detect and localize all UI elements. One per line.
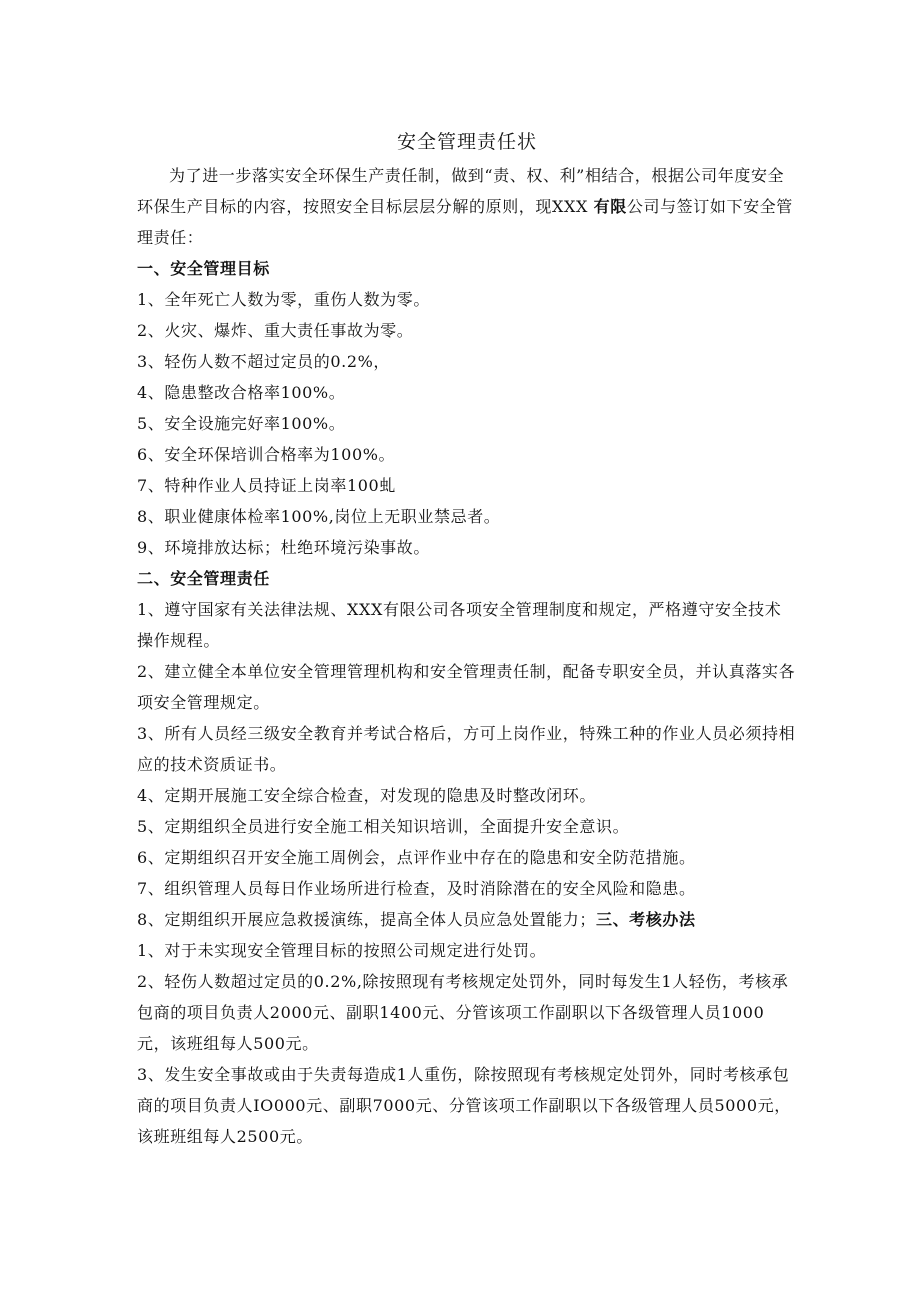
section2-item8: 8、定期组织开展应急救援演练，提高全体人员应急处置能力； [137,910,596,929]
section1-heading: 一、安全管理目标 [137,259,270,278]
section2-item: 4、定期开展施工安全综合检查，对发现的隐患及时整改闭环。 [137,786,596,805]
section2-item: 1、遵守国家有关法律法规、XXX有限公司各项安全管理制度和规定，严格遵守安全技术操作规程。 [137,600,782,650]
section1-item: 4、隐患整改合格率100%。 [137,383,346,402]
section1-item: 1、全年死亡人数为零，重伤人数为零。 [137,290,430,309]
section2-item: 6、定期组织召开安全施工周例会，点评作业中存在的隐患和安全防范措施。 [137,848,696,867]
section3-item: 2、轻伤人数超过定员的0.2%,除按照现有考核规定处罚外，同时每发生1人轻伤，考核承包商的项目负责人2000元、副职1400元、分管该项工作副职以下各级管理人员1000元，该班组每人500元。 [137,972,789,1053]
section2-item: 2、建立健全本单位安全管理管理机构和安全管理责任制，配备专职安全员，并认真落实各项安全管理规定。 [137,662,796,712]
intro-text-bold: 有限 [593,197,627,216]
section1-item: 7、特种作业人员持证上岗率100虬 [137,476,396,495]
section3-item: 1、对于未实现安全管理目标的按照公司规定进行处罚。 [137,941,547,960]
document-page [137,124,797,1152]
section1-item: 6、安全环保培训合格率为100%。 [137,445,396,464]
section1-item: 3、轻伤人数不超过定员的0.2%， [137,352,391,371]
section1-item: 2、火灾、爆炸、重大责任事故为零。 [137,321,414,340]
document-title: 安全管理责任状 [396,131,537,153]
section1-item: 9、环境排放达标；杜绝环境污染事故。 [137,538,430,557]
intro-paragraph [137,160,797,253]
section2-item: 7、组织管理人员每日作业场所进行检查，及时消除潜在的安全风险和隐患。 [137,879,696,898]
intro-text-part1: 为了进一步落实安全环保生产责任制，做到“责、权、利”相结合，根据公司年度安全环保生产目标的内容，按照安全目标层层分解的原则，现XXX [137,166,785,216]
section2-item-with-section3-heading [137,904,797,935]
section3-heading: 三、考核办法 [595,910,696,929]
section1-item: 5、安全设施完好率100%。 [137,414,346,433]
section2-heading: 二、安全管理责任 [137,569,270,588]
intro-text-part2: 公司与签订如下安全管理责任： [137,197,793,247]
section2-item: 5、定期组织全员进行安全施工相关知识培训，全面提升安全意识。 [137,817,630,836]
section1-item: 8、职业健康体检率100%,岗位上无职业禁忌者。 [137,507,501,526]
section2-item: 3、所有人员经三级安全教育并考试合格后，方可上岗作业，特殊工种的作业人员必须持相应的技术资质证书。 [137,724,796,774]
section3-item: 3、发生安全事故或由于失责每造成1人重伤，除按照现有考核规定处罚外，同时考核承包商的项目负责人IO000元、副职7000元、分管该项工作副职以下各级管理人员5000元，该班班组每人2500元。 [137,1065,791,1146]
